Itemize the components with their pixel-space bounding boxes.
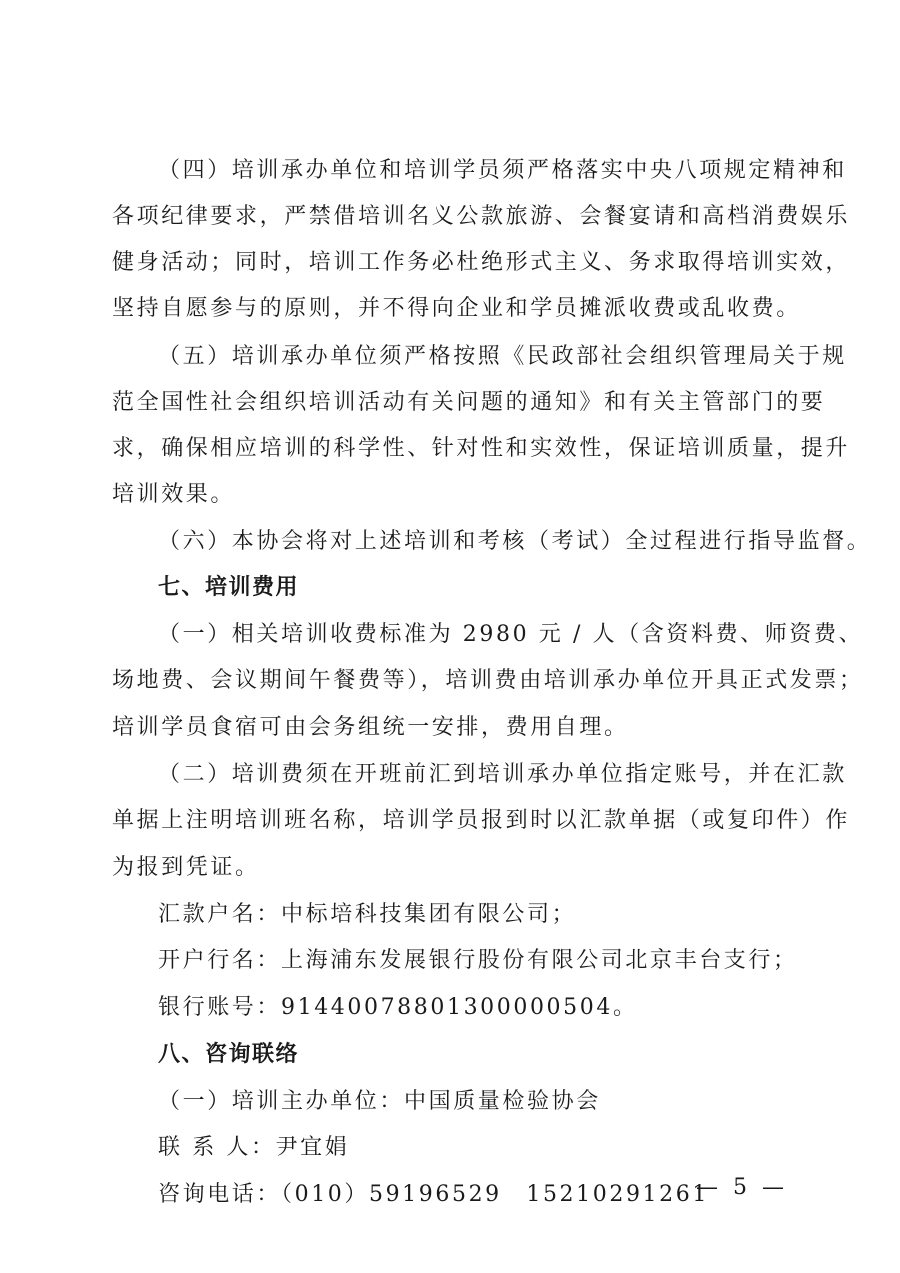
paragraph-line: 银行账号：91440078801300000504。: [158, 995, 638, 1020]
paragraph-line: 咨询电话：（010）59196529 15210291261: [158, 1182, 709, 1207]
paragraph-line: 为报到凭证。: [112, 855, 260, 880]
paragraph-line: （二）培训费须在开班前汇到培训承办单位指定账号，并在汇款: [158, 762, 847, 787]
paragraph-line: （五）培训承办单位须严格按照《民政部社会组织管理局关于规: [158, 344, 847, 369]
paragraph-line: 开户行名：上海浦东发展银行股份有限公司北京丰台支行；: [158, 948, 798, 973]
paragraph-line: 培训学员食宿可由会务组统一安排，费用自理。: [112, 715, 629, 740]
section-heading: 八、咨询联络: [158, 1042, 300, 1067]
paragraph-line: 场地费、会议期间午餐费等），培训费由培训承办单位开具正式发票；: [112, 668, 864, 693]
page-number: — 5 —: [696, 1175, 788, 1200]
paragraph-line: 汇款户名：中标培科技集团有限公司；: [158, 902, 577, 927]
paragraph-line: 单据上注明培训班名称，培训学员报到时以汇款单据（或复印件）作: [112, 808, 851, 833]
paragraph-line: （六）本协会将对上述培训和考核（考试）全过程进行指导监督。: [158, 529, 872, 554]
paragraph-line: （一）培训主办单位：中国质量检验协会: [158, 1089, 601, 1114]
paragraph-line: 坚持自愿参与的原则，并不得向企业和学员摊派收费或乱收费。: [112, 296, 801, 321]
paragraph-line: 健身活动；同时，培训工作务必杜绝形式主义、务求取得培训实效，: [112, 250, 851, 275]
paragraph-line: （四）培训承办单位和培训学员须严格落实中央八项规定精神和: [158, 158, 847, 183]
paragraph-line: 范全国性社会组织培训活动有关问题的通知》和有关主管部门的要: [112, 390, 826, 415]
paragraph-line: 培训效果。: [112, 482, 236, 507]
section-heading: 七、培训费用: [158, 575, 300, 600]
paragraph-line: 求，确保相应培训的科学性、针对性和实效性，保证培训质量，提升: [112, 436, 851, 461]
paragraph-line: 联 系 人：尹宜娟: [158, 1135, 350, 1160]
paragraph-line: 各项纪律要求，严禁借培训名义公款旅游、会餐宴请和高档消费娱乐: [112, 204, 851, 229]
paragraph-line: （一）相关培训收费标准为 2980 元 / 人（含资料费、师资费、: [158, 622, 864, 647]
